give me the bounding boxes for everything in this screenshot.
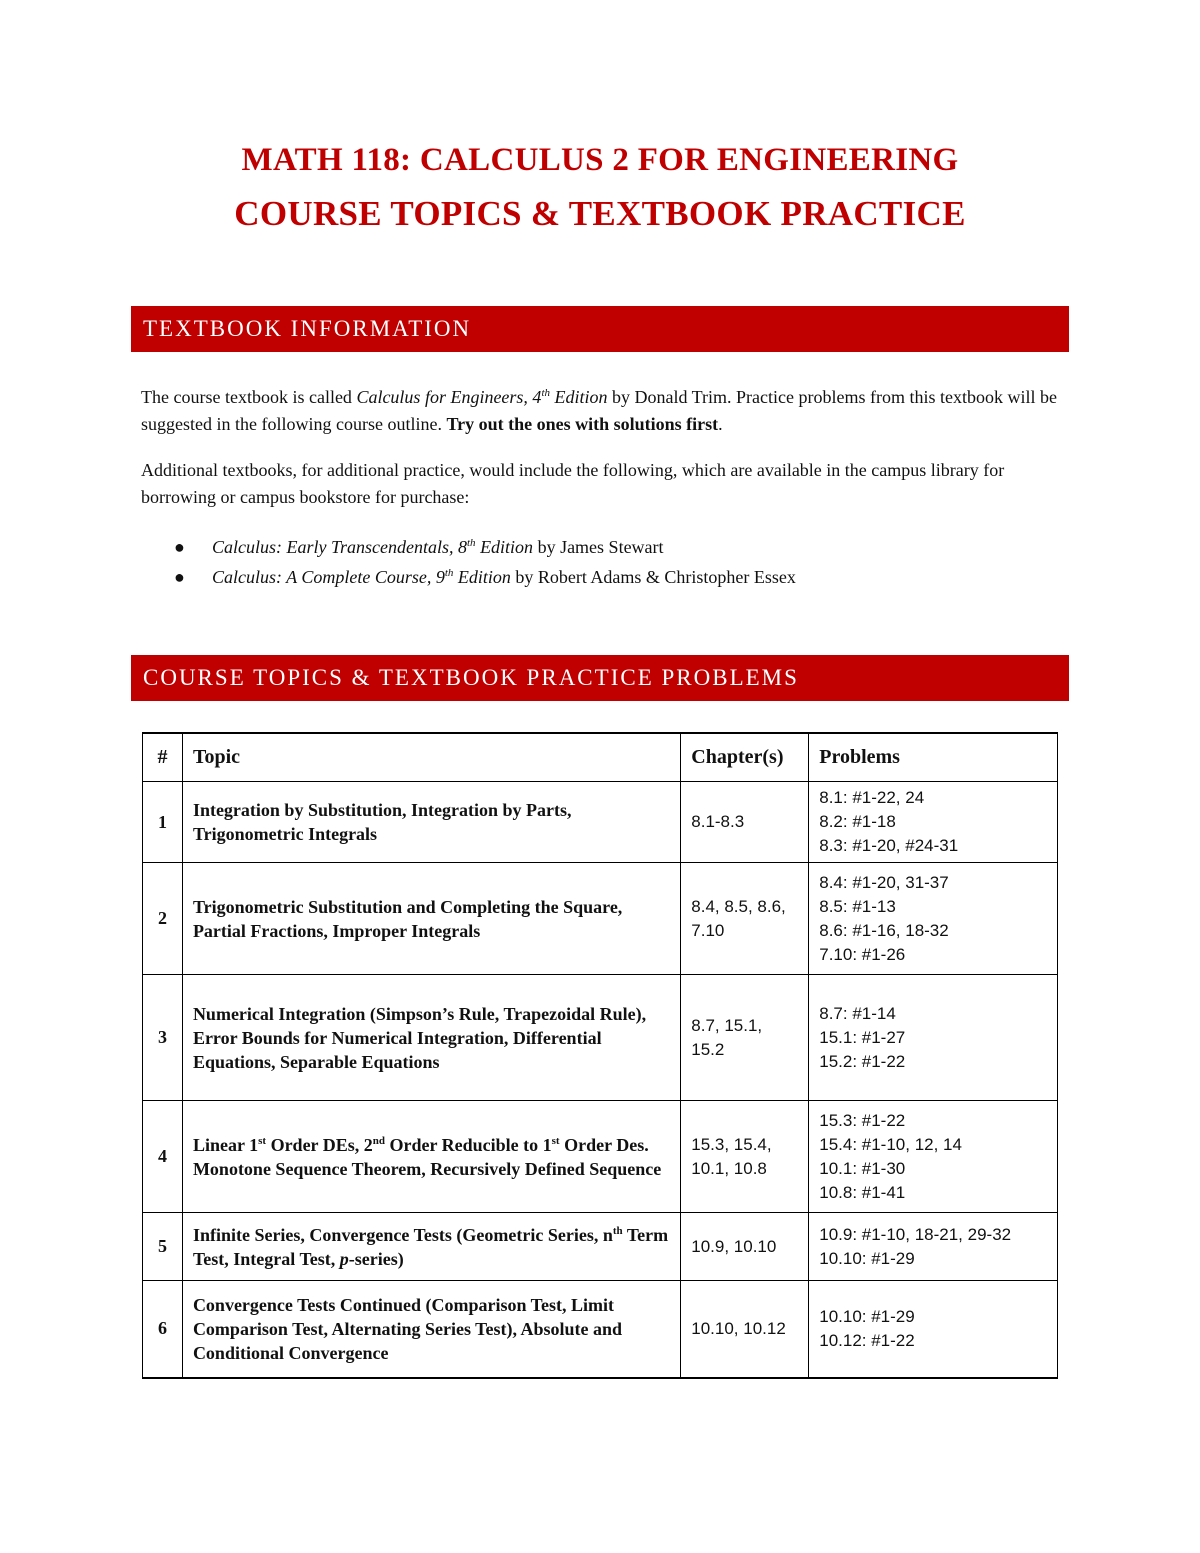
column-header-problems: Problems — [809, 733, 1058, 782]
row-chapters: 15.3, 15.4, 10.1, 10.8 — [681, 1101, 809, 1213]
row-chapters: 8.1-8.3 — [681, 782, 809, 863]
row-number: 1 — [143, 782, 183, 863]
table-row — [143, 1281, 1058, 1378]
table-row — [143, 975, 1058, 1101]
row-topic: Trigonometric Substitution and Completing the Square, Partial Fractions, Improper Integrals — [182, 863, 680, 975]
table-row — [143, 1213, 1058, 1281]
table-header-row — [143, 733, 1058, 782]
row-topic: Convergence Tests Continued (Comparison Test, Limit Comparison Test, Alternating Series Test), Absolute and Conditional Convergence — [182, 1281, 680, 1378]
row-chapters: 8.4, 8.5, 8.6, 7.10 — [681, 863, 809, 975]
row-topic: Numerical Integration (Simpson’s Rule, Trapezoidal Rule), Error Bounds for Numerical Integration, Differential Equations, Separable Equations — [182, 975, 680, 1101]
row-chapters: 10.10, 10.12 — [681, 1281, 809, 1378]
row-problems: 15.3: #1-22 15.4: #1-10, 12, 14 10.1: #1-30 10.8: #1-41 — [809, 1101, 1058, 1213]
row-number: 3 — [143, 975, 183, 1101]
row-problems: 10.9: #1-10, 18-21, 29-32 10.10: #1-29 — [809, 1213, 1058, 1281]
row-problems: 8.1: #1-22, 24 8.2: #1-18 8.3: #1-20, #24-31 — [809, 782, 1058, 863]
book-author: by Robert Adams & Christopher Essex — [510, 567, 796, 587]
page-title: MATH 118: CALCULUS 2 FOR ENGINEERING — [241, 142, 959, 178]
row-topic: Linear 1st Order DEs, 2nd Order Reducible to 1st Order Des. Monotone Sequence Theorem, Recursively Defined Sequence — [182, 1101, 680, 1213]
column-header-topic: Topic — [182, 733, 680, 782]
row-chapters: 10.9, 10.10 — [681, 1213, 809, 1281]
row-problems: 10.10: #1-29 10.12: #1-22 — [809, 1281, 1058, 1378]
row-problems: 8.7: #1-14 15.1: #1-27 15.2: #1-22 — [809, 975, 1058, 1101]
book-author: by James Stewart — [533, 537, 664, 557]
additional-textbooks-paragraph: Additional textbooks, for additional practice, would include the following, which are available in the campus library for borrowing or campus bookstore for purchase: — [141, 460, 1005, 507]
list-item — [141, 533, 796, 563]
row-number: 5 — [143, 1213, 183, 1281]
textbook-paragraph: The course textbook is called Calculus for Engineers, 4th Edition by Donald Trim. Practice problems from this textbook will be suggested in the following course outline. Try out the ones with solutions first. — [141, 387, 1057, 434]
row-number: 2 — [143, 863, 183, 975]
textbook-title: Calculus for Engineers, 4th Edition — [356, 387, 608, 407]
row-chapters: 8.7, 15.1, 15.2 — [681, 975, 809, 1101]
section-heading-textbook-information: TEXTBOOK INFORMATION — [131, 306, 1069, 352]
book-title: Calculus: Early Transcendentals, 8th Edition — [212, 537, 534, 557]
bullet-icon: ● — [174, 567, 185, 587]
list-item — [141, 563, 796, 593]
table-row — [143, 1101, 1058, 1213]
row-number: 6 — [143, 1281, 183, 1378]
additional-textbooks-list — [141, 533, 796, 593]
row-topic: Integration by Substitution, Integration by Parts, Trigonometric Integrals — [182, 782, 680, 863]
emphasis-text: Try out the ones with solutions first — [446, 414, 719, 434]
row-problems: 8.4: #1-20, 31-37 8.5: #1-13 8.6: #1-16, 18-32 7.10: #1-26 — [809, 863, 1058, 975]
book-title: Calculus: A Complete Course, 9th Edition — [212, 567, 511, 587]
text-fragment: by Donald Trim. Practice problems from this textbook will be suggested in the following course outline. — [141, 387, 1057, 434]
page-subtitle: COURSE TOPICS & TEXTBOOK PRACTICE — [234, 194, 966, 233]
column-header-number: # — [143, 733, 183, 782]
section-heading-course-topics: COURSE TOPICS & TEXTBOOK PRACTICE PROBLEMS — [131, 655, 1069, 701]
row-number: 4 — [143, 1101, 183, 1213]
table-row — [143, 863, 1058, 975]
text-fragment: The course textbook is called — [141, 387, 357, 407]
course-topics-table — [142, 732, 1058, 1379]
column-header-chapters: Chapter(s) — [681, 733, 809, 782]
table-row — [143, 782, 1058, 863]
row-topic: Infinite Series, Convergence Tests (Geometric Series, $n^{th}$ Term Test, Integral Test, p-series) — [182, 1213, 680, 1281]
bullet-icon: ● — [174, 537, 185, 557]
